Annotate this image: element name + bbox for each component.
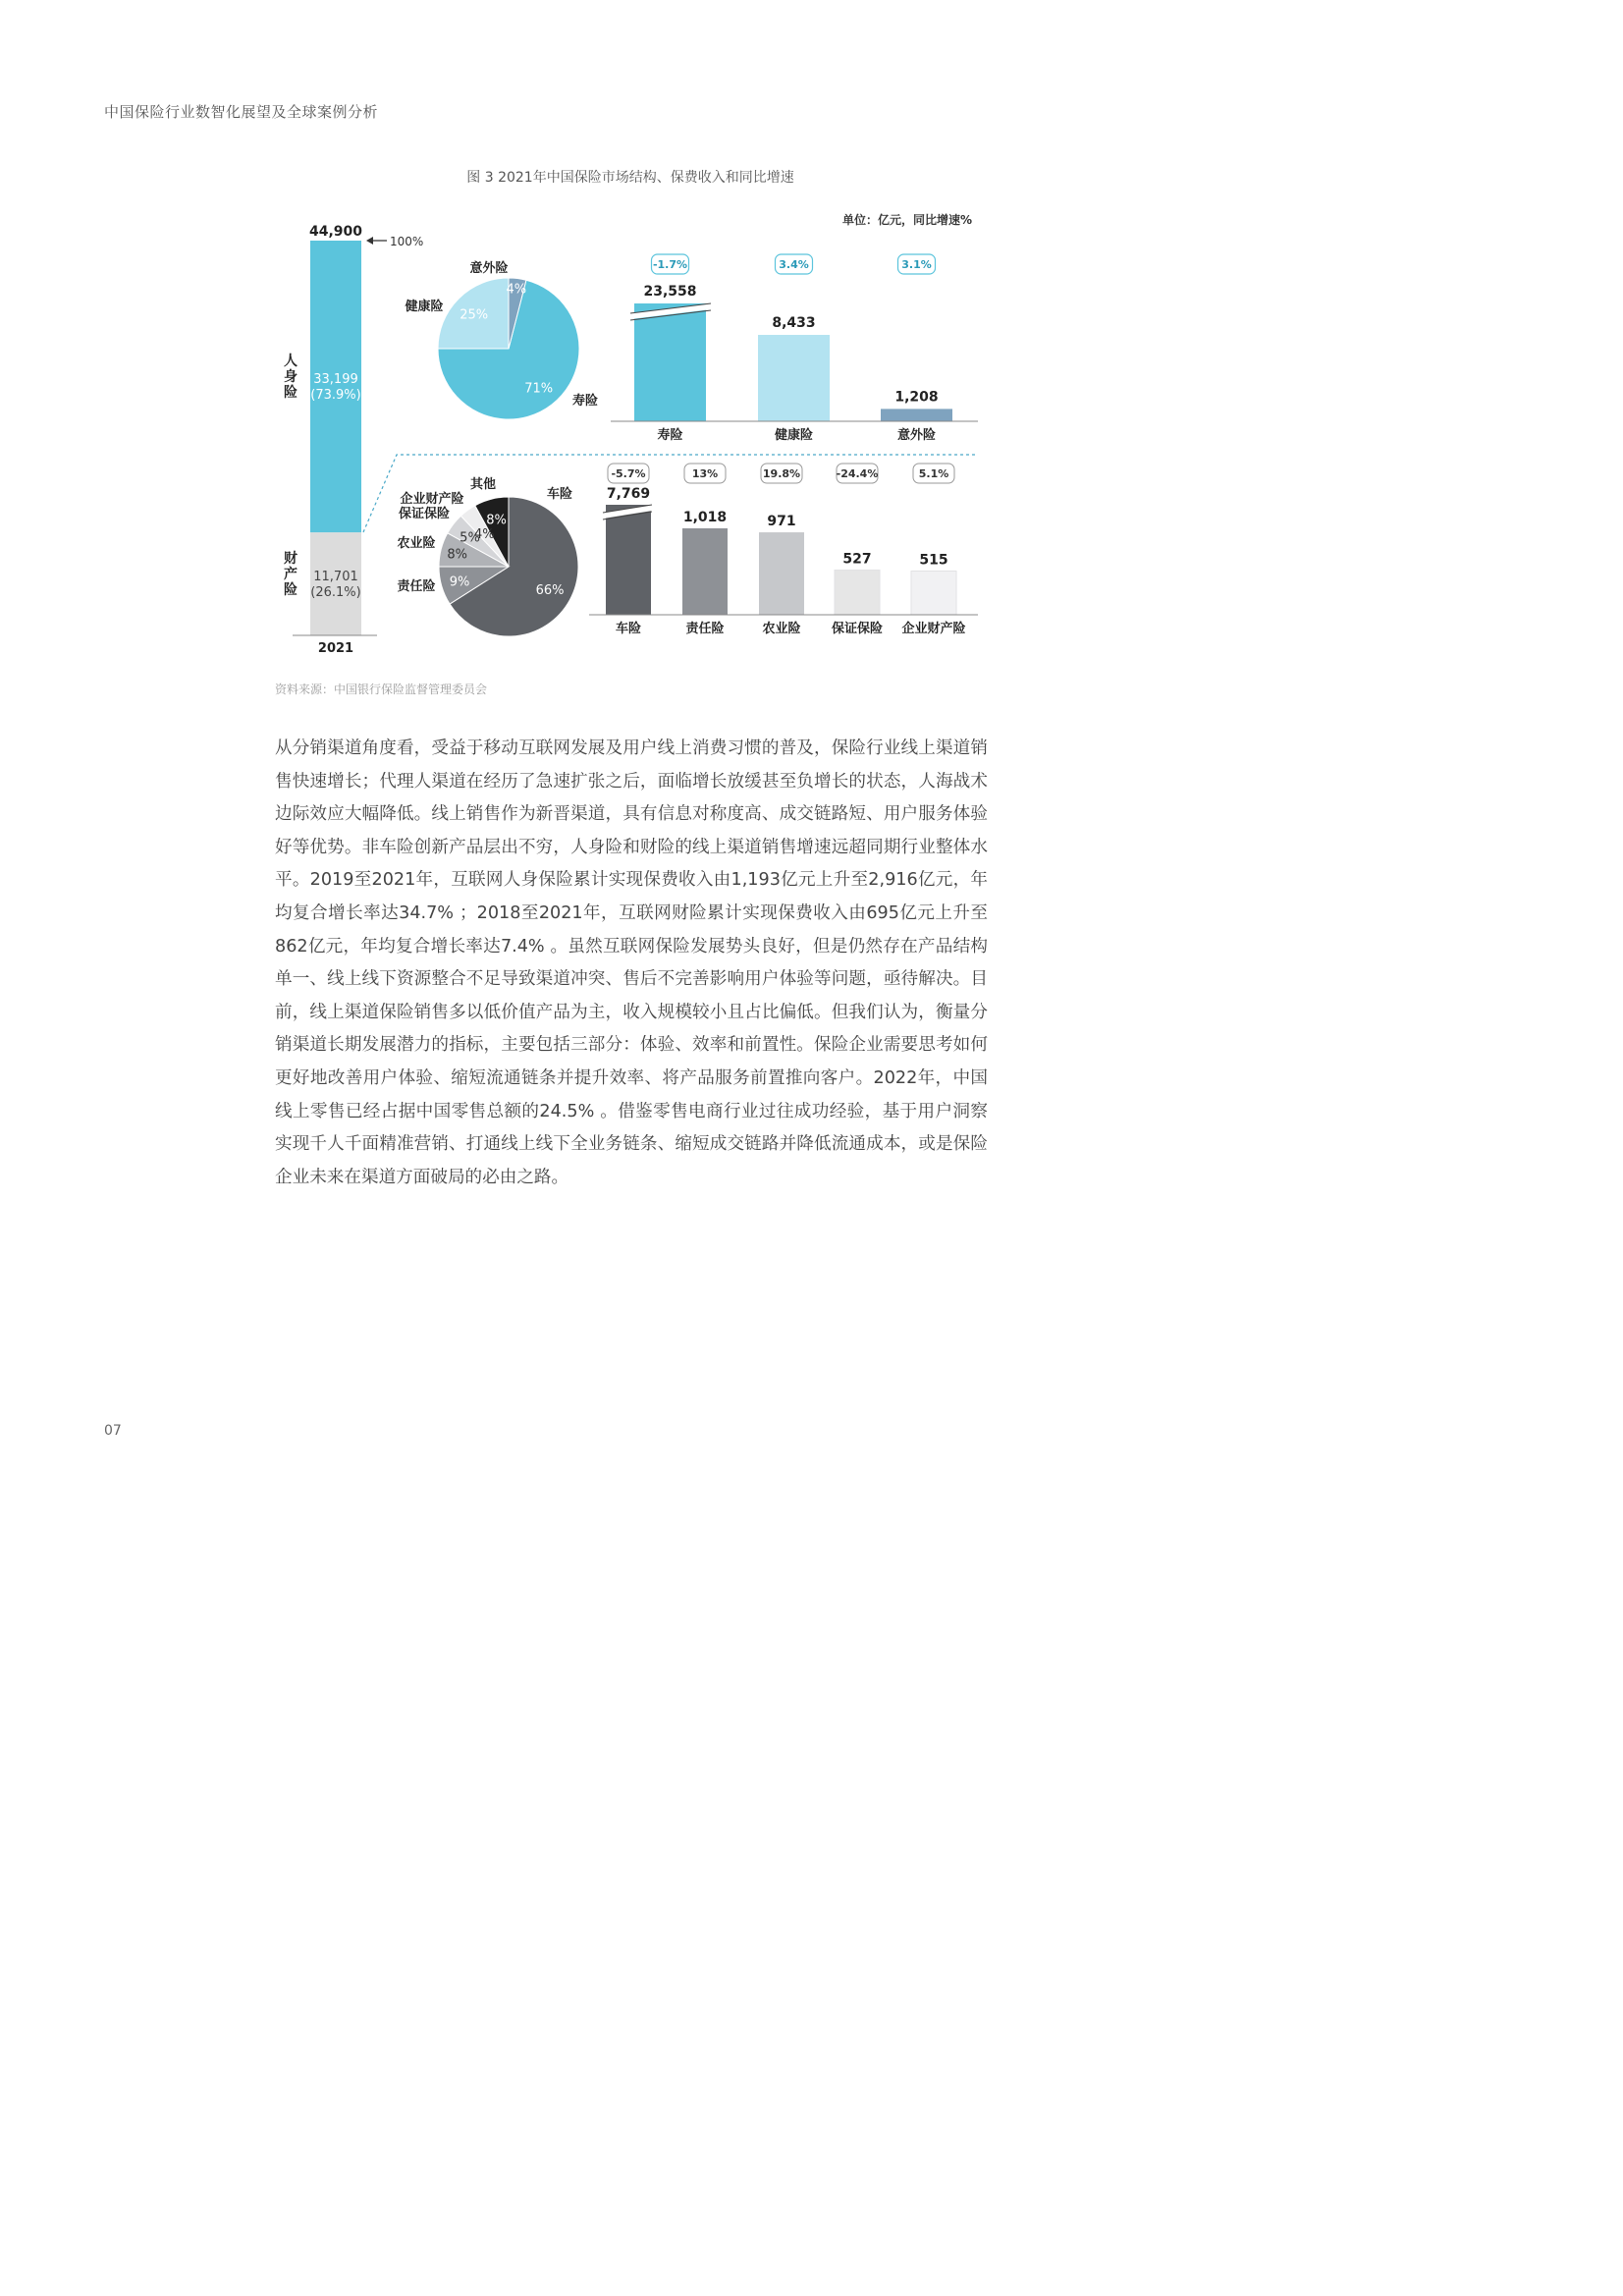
life-pie-name-2: 意外险	[469, 261, 509, 276]
pc-pie-pct-5: 8%	[486, 513, 507, 528]
life-pie-pct-0: 71%	[524, 381, 554, 397]
life-bar-1	[758, 335, 830, 421]
life-bar-cat-0: 寿险	[657, 428, 683, 443]
segment-pc-name: 产	[284, 567, 298, 582]
pc-bar-4	[911, 571, 956, 615]
pc-bar-value-0: 7,769	[606, 486, 651, 502]
pc-bar-value-1: 1,018	[682, 510, 728, 525]
pc-growth-label-2: 19.8%	[762, 467, 801, 480]
life-growth-label-1: 3.4%	[779, 258, 809, 271]
insurance-market-chart	[0, 0, 1084, 687]
pc-pie-pct-4: 4%	[474, 527, 495, 543]
body-paragraph: 从分销渠道角度看，受益于移动互联网发展及用户线上消费习惯的普及，保险行业线上渠道销售快速增长；代理人渠道在经历了急速扩张之后，面临增长放缓甚至负增长的状态，人海战术边际效应大幅降低。线上销售作为新晋渠道，具有信息对称度高、成交链路短、用户服务体验好等优势。非车险创新产品层出不穷，人身险和财险的线上渠道销售增速远超同期行业整体水平。2019至2021年，互联网人身保险累计实现保费收入由1,193亿元上升至2,916亿元，年均复合增长率达34.7% ；2018至2021年，互联网财险累计实现保费收入由695亿元上升至862亿元，年均复合增长率达7.4% 。虽然互联网保险发展势头良好，但是仍然存在产品结构单一、线上线下资源整合不足导致渠道冲突、售后不完善影响用户体验等问题，亟待解决。目前，线上渠道保险销售多以低价值产品为主，收入规模较小且占比偏低。但我们认为，衡量分销渠道长期发展潜力的指标，主要包括三部分：体验、效率和前置性。保险企业需要思考如何更好地改善用户体验、缩短流通链条并提升效率、将产品服务前置推向客户。2022年，中国线上零售已经占据中国零售总额的24.5% 。借鉴零售电商行业过往成功经验，基于用户洞察实现千人千面精准营销、打通线上线下全业务链条、缩短成交链路并降低流通成本，或是保险企业未来在渠道方面破局的必由之路。	[275, 738, 988, 1187]
segment-pc-value: 11,701	[313, 570, 358, 584]
segment-life-name: 险	[284, 385, 298, 401]
total-value-label: 44,900	[308, 224, 363, 240]
life-bar-value-0: 23,558	[643, 284, 697, 300]
pc-pie-name-3: 保证保险	[398, 507, 451, 521]
pc-bar-cat-4: 企业财产险	[901, 622, 966, 636]
life-bar-2	[881, 409, 952, 421]
life-bar-value-2: 1,208	[894, 389, 939, 406]
pc-growth-label-3: -24.4%	[836, 467, 879, 480]
total-100-label: 100%	[390, 235, 424, 248]
life-pie-name-0: 寿险	[571, 394, 599, 409]
segment-pc-name: 险	[284, 582, 298, 598]
figure-title: 图 3 2021年中国保险市场结构、保费收入和同比增速	[466, 170, 794, 186]
segment-pc-share: (26.1%)	[310, 585, 361, 600]
pc-pie-name-5: 其他	[469, 477, 497, 492]
segment-life-name: 身	[284, 369, 298, 385]
pc-growth-label-1: 13%	[691, 467, 719, 480]
figure-source: 资料来源：中国银行保险监督管理委员会	[275, 683, 488, 696]
segment-life-share: (73.9%)	[310, 388, 361, 403]
pc-pie-pct-1: 9%	[449, 574, 470, 590]
pc-bar-1	[682, 528, 728, 615]
pc-bar-cat-1: 责任险	[685, 622, 725, 636]
life-bar-cat-2: 意外险	[896, 428, 937, 443]
pc-pie-name-4: 企业财产险	[400, 492, 464, 507]
life-pie-pct-2: 4%	[506, 282, 527, 298]
pc-bar-cat-2: 农业险	[762, 622, 801, 636]
pc-bar-value-2: 971	[767, 514, 796, 530]
unit-note: 单位：亿元，同比增速%	[841, 213, 972, 227]
pc-pie-pct-0: 66%	[535, 583, 565, 599]
pc-growth-label-0: -5.7%	[611, 467, 646, 480]
pc-growth-label-4: 5.1%	[918, 467, 949, 480]
pc-bar-cat-0: 车险	[615, 622, 642, 636]
life-growth-label-0: -1.7%	[652, 258, 688, 271]
segment-pc-name: 财	[284, 551, 298, 567]
life-bar-0	[634, 303, 706, 421]
total-arrow-head	[366, 237, 373, 245]
pc-pie-pct-2: 8%	[447, 547, 468, 563]
segment-life-name: 人	[284, 354, 298, 369]
pc-pie-name-0: 车险	[546, 487, 573, 502]
life-pie-pct-1: 25%	[460, 307, 489, 323]
running-header: 中国保险行业数智化展望及全球案例分析	[104, 103, 379, 121]
pc-pie-pct-3: 5%	[460, 530, 480, 546]
life-bar-value-1: 8,433	[772, 315, 816, 331]
segment-life-value: 33,199	[313, 372, 358, 387]
life-bar-cat-1: 健康险	[774, 428, 814, 443]
pc-pie-name-2: 农业险	[397, 536, 436, 551]
page-number: 07	[104, 1423, 122, 1439]
pc-bar-value-4: 515	[919, 552, 948, 569]
pc-bar-2	[759, 532, 804, 615]
life-pie-name-1: 健康险	[405, 300, 444, 314]
pc-pie-name-1: 责任险	[397, 579, 436, 594]
pc-bar-0	[606, 505, 651, 615]
total-x-label: 2021	[317, 641, 354, 656]
pc-bar-cat-3: 保证保险	[831, 622, 884, 636]
pc-bar-value-3: 527	[842, 551, 872, 568]
life-growth-label-2: 3.1%	[901, 258, 932, 271]
pc-bar-3	[835, 570, 880, 615]
